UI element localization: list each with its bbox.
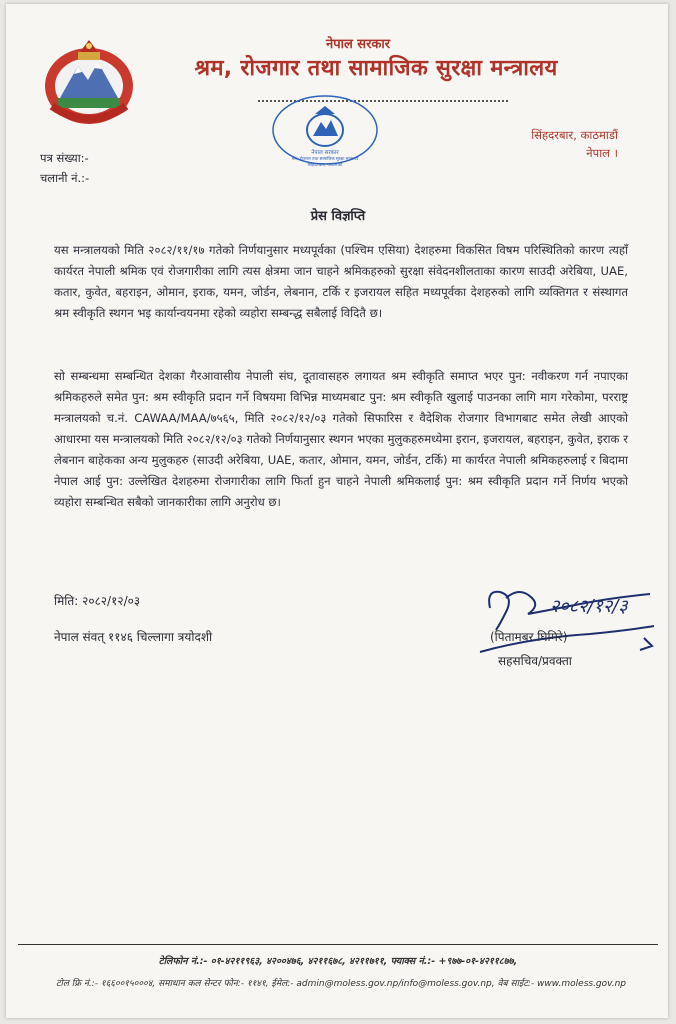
ministry-seal-icon	[268, 92, 382, 168]
reference-block	[40, 148, 89, 188]
body-paragraph-2: सो सम्बन्धमा सम्बन्धित देशका गैरआवासीय नेपाली संघ, दूतावासहरु लगायत श्रम स्वीकृति समाप्त भएर पुन: नवीकरण गर्न नपाएका श्रमिकहरुले समेत पुन: श्रम स्वीकृति प्रदान गर्ने विषयमा विभिन्न माध्यमबाट पुन: श्रम स्वीकृति खुलाई पाउनका लागि माग गरेकोमा, परराष्ट्र मन्त्रालयको च.नं. CAWAA/MAA/७५६५, मिति २०८२/१२/०३ गतेको सिफारिस र वैदेशिक रोजगार विभागबाट समेत लेखी आएको आधारमा यस मन्त्रालयको मिति २०८२/१२/०३ गतेको निर्णयानुसार स्थगन भएका मुलुकहरुमध्येमा इरान, इजरायल, बहराइन, कुवेत, इराक र लेबनान बाहेकका अन्य मुलुकहरु (साउदी अरेबिया, UAE, कतार, ओमान, यमन, जोर्डन, टर्कि) मा कार्यरत नेपाली श्रमिकहरुलाई र बिदामा नेपाल आई पुन: उल्लेखित देशहरुमा रोजगारीका लागि फिर्ता हुन चाहने नेपाली श्रमिकलाई पुन: श्रम स्वीकृति प्रदान गर्ने निर्णय भएको व्यहोरा सम्बन्धित सबैको जानकारीका लागि अनुरोध छ।	[54, 369, 628, 509]
address-block	[531, 126, 618, 162]
signer-designation: सहसचिव/प्रवक्ता	[498, 654, 572, 668]
government-heading: नेपाल सरकार	[326, 37, 391, 52]
nepal-emblem-icon	[40, 36, 138, 128]
ministry-heading: श्रम, रोजगार तथा सामाजिक सुरक्षा मन्त्रालय	[194, 56, 558, 81]
letter-number: पत्र संख्या:-	[40, 151, 89, 165]
signature-date: २०८२/१२/३	[550, 596, 628, 617]
seal-text-line3: सिंहदरबार, काठमाडौं	[307, 163, 343, 168]
signer-name: (पितामबर घिमिरे)	[490, 630, 568, 644]
seal-text-line2: श्रम, रोजगार तथा सामाजिक सुरक्षा मन्त्रालय	[291, 156, 359, 161]
issue-date: मिति: २०८२/१२/०३	[54, 594, 141, 608]
address-country: नेपाल ।	[586, 146, 618, 160]
seal-text-line1: नेपाल सरकार	[311, 150, 339, 156]
footer-phone-line: टेलिफोन नं.:- ०१-४२११९६३, ४२००४७६, ४२११६७८, ४२११७११, फ्याक्स नं.:- +९७७-०१-४२११८७७,	[158, 956, 518, 967]
nepal-samvat-date: नेपाल संवत् ११४६ चिल्लागा त्रयोदशी	[54, 630, 213, 644]
address-location: सिंहदरबार, काठमाडौं	[531, 128, 618, 142]
handwritten-signature	[440, 568, 670, 660]
press-release-title: प्रेस विज्ञप्ति	[310, 209, 366, 224]
body-paragraph-1: यस मन्त्रालयको मिति २०८२/११/१७ गतेको निर्णयानुसार मध्यपूर्वका (पश्चिम एसिया) देशहरुमा विकसित विषम परिस्थितिको कारण त्यहाँ कार्यरत नेपाली श्रमिक एवं रोजगारीका लागि त्यस क्षेत्रमा जान चाहने श्रमिकहरुको सुरक्षा संवेदनशीलताका कारण साउदी अरेबिया, UAE, कतार, कुवेत, बहराइन, ओमान, इराक, यमन, जोर्डन, लेबनान, टर्कि र इजरायल सहित मध्यपूर्वका देशहरुको लागि व्यक्तिगत र संस्थागत श्रम स्वीकृति स्थगन भइ कार्यान्वयनमा रहेको व्यहोरा सम्बन्द्ध सबैलाई विदितै छ।	[54, 243, 628, 320]
footer-divider	[18, 944, 658, 945]
dispatch-number: चलानी नं.:-	[40, 171, 90, 185]
footer-contact-line: टोल फ्रि नं.:- १६६००१५०००४, समाधान कल सेन्टर फोन:- ११४१, ईमेल:- admin@moless.gov.np/info@moless.gov.np, वेब साईट:- www.moless.gov.np	[55, 979, 627, 989]
